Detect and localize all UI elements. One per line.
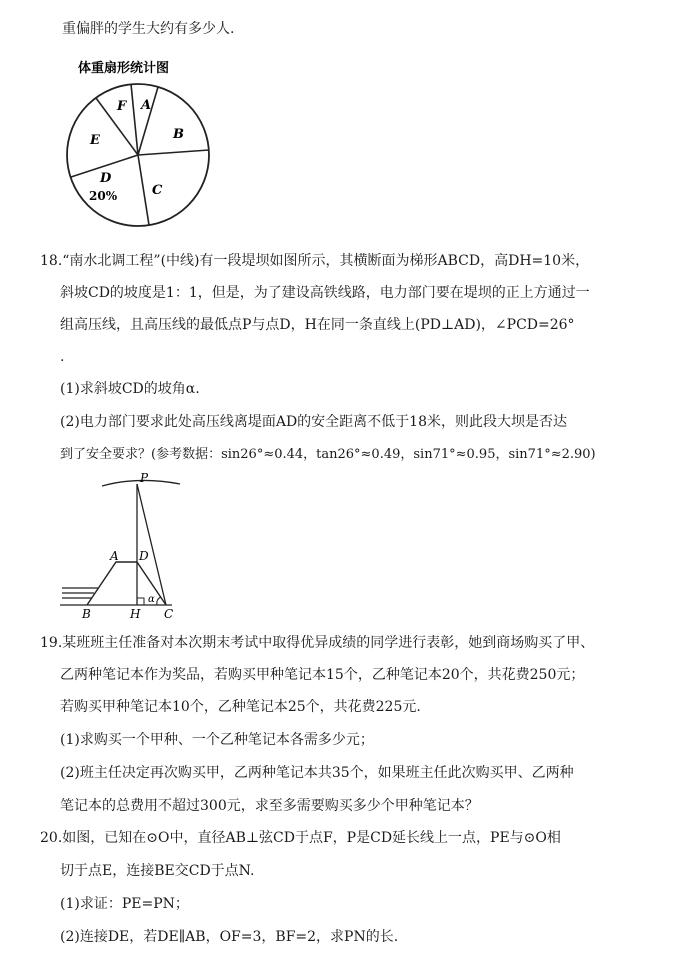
pie-label-d-percent: 20% [89, 189, 118, 203]
pie-label-a: A [141, 98, 152, 113]
label-a: A [110, 549, 119, 563]
q18-sub2b: 到了安全要求？(参考数据：sin26°≈0.44，tan26°≈0.49，sin71°≈0.95，sin71°≈2.90) [60, 447, 596, 462]
q19-sub2b: 笔记本的总费用不超过300元，求至多需要购买多少个甲种笔记本？ [60, 798, 479, 814]
label-d: D [139, 549, 149, 563]
pie-chart-svg [60, 58, 220, 228]
label-h: H [130, 607, 141, 620]
q19-line3: 若购买甲种笔记本10个，乙种笔记本25个，共花费225元. [60, 699, 421, 715]
top-text: 重偏胖的学生大约有多少人. [62, 21, 235, 37]
pie-label-e: E [90, 133, 100, 148]
alpha-arc [157, 597, 161, 605]
pie-label-b: B [173, 127, 184, 142]
q19-sub2a: (2)班主任决定再次购买甲，乙两种笔记本共35个，如果班主任此次购买甲、乙两种 [60, 765, 574, 781]
q20-sub2: (2)连接DE，若DE∥AB，OF=3，BF=2，求PN的长. [60, 929, 399, 945]
q18-line4: . [60, 349, 65, 365]
q20-line2: 切于点E，连接BE交CD于点N. [60, 863, 255, 879]
q19-line1: 19.某班班主任准备对本次期末考试中取得优异成绩的同学进行表彰，她到商场购买了甲、 [40, 635, 595, 651]
pie-edge-cd [138, 155, 149, 225]
line-pc [137, 484, 166, 605]
q19-sub1: (1)求购买一个甲种、一个乙种笔记本各需多少元； [60, 732, 374, 748]
dam-diagram [60, 470, 190, 624]
right-angle-h [137, 598, 144, 605]
label-c: C [164, 607, 174, 620]
pie-label-c: C [152, 183, 163, 198]
label-b: B [82, 607, 91, 620]
pie-figure [60, 58, 220, 232]
label-alpha: α [148, 594, 155, 605]
q18-line2: 斜坡CD的坡度是1：1，但是，为了建设高铁线路，电力部门要在堤坝的正上方通过一 [60, 285, 590, 301]
pie-title: 体重扇形统计图 [78, 61, 170, 76]
pie-edge-fa [131, 84, 138, 155]
dam-diagram-svg [60, 470, 190, 620]
q18-line3: 组高压线，且高压线的最低点P与点D，H在同一条直线上(PD⊥AD)，∠PCD=26° [60, 317, 575, 333]
pie-edge-bc [138, 150, 209, 155]
q19-line2: 乙两种笔记本作为奖品，若购买甲种笔记本15个，乙种笔记本20个，共花费250元； [60, 667, 585, 683]
label-p: P [140, 471, 149, 485]
q18-line1: 18.“南水北调工程”(中线)有一段堤坝如图所示，其横断面为梯形ABCD，高DH=10米， [40, 253, 590, 269]
q20-sub1: (1)求证：PE=PN； [60, 896, 189, 912]
q18-sub1: (1)求斜坡CD的坡角α. [60, 381, 200, 397]
pie-label-d: D [100, 171, 112, 186]
q18-sub2a: (2)电力部门要求此处高压线离堤面AD的安全距离不低于18米，则此段大坝是否达 [60, 414, 567, 430]
pie-label-f: F [117, 99, 127, 114]
q20-line1: 20.如图，已知在⊙O中，直径AB⊥弦CD于点F，P是CD延长线上一点，PE与⊙O相 [40, 830, 561, 846]
